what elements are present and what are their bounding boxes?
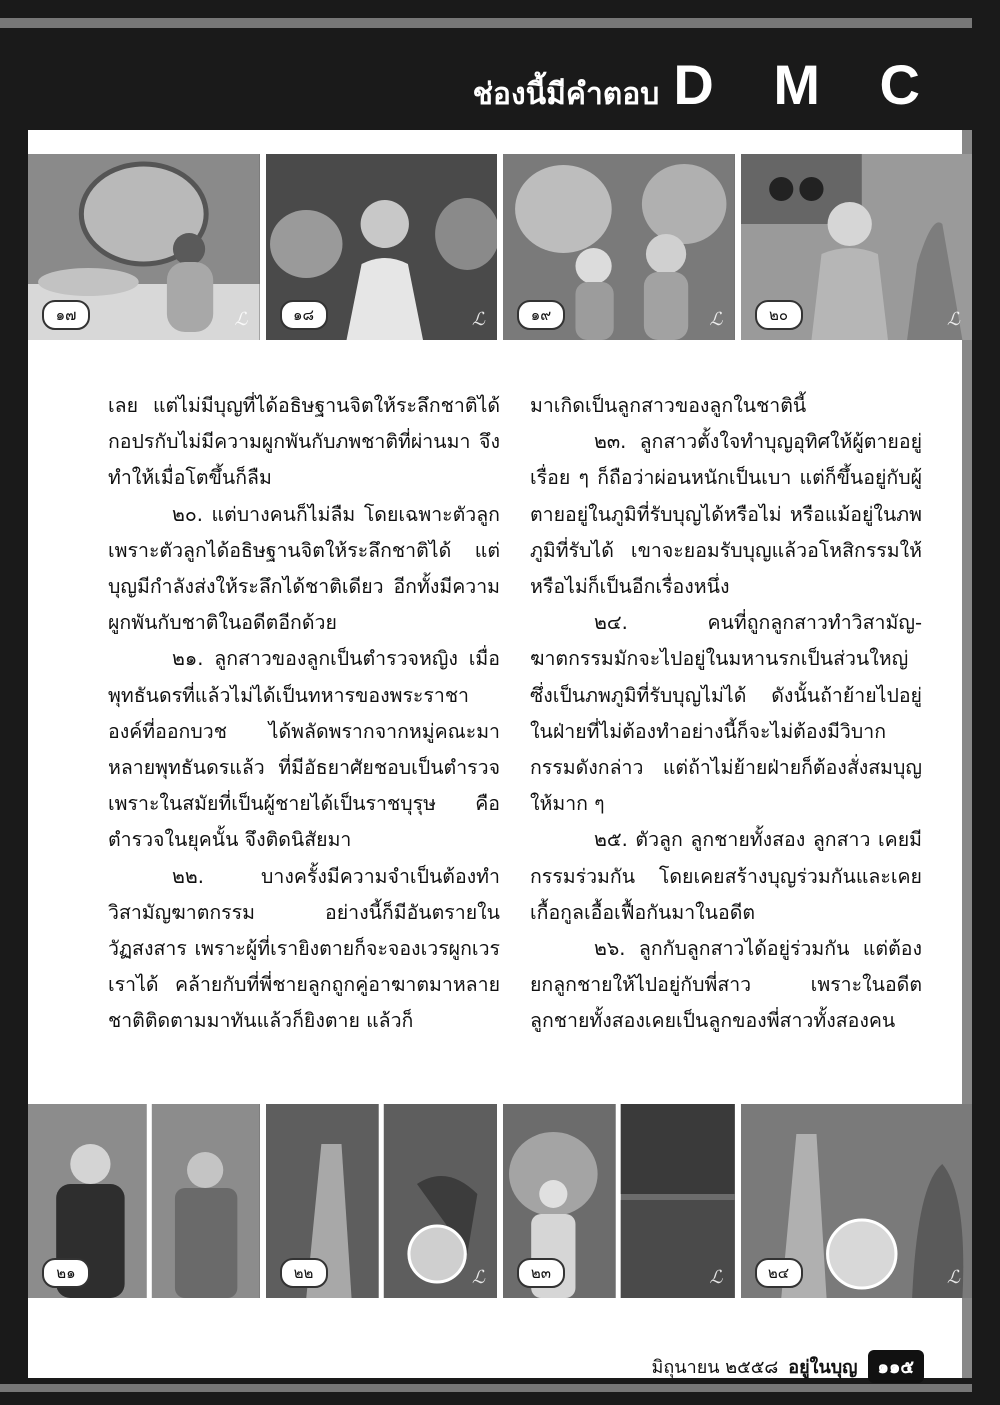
- paragraph: ๒๓. ลูกสาวตั้งใจทำบุญอุทิศให้ผู้ตายอยู่เรื่อย ๆ ก็ถือว่าผ่อนหนักเป็นเบา แต่ก็ขึ้นอยู่กับผู้ตายอยู่ในภูมิที่รับบุญได้หรือไม่ หรือแม้อยู่ในภพภูมิที่รับได้ เขาจะยอมรับบุญแล้วอโหสิกรรมให้หรือไม่ก็เป็นอีกเรื่องหนึ่ง: [530, 430, 922, 599]
- section-header: [473, 52, 942, 118]
- illustration-strip-bottom: [28, 1104, 972, 1298]
- article-column-right: [530, 388, 922, 1040]
- illustration-panel: [503, 1104, 735, 1298]
- panel-number: ๑๘: [280, 300, 328, 330]
- article-column-left: [108, 388, 500, 1040]
- panel-number: ๑๗: [42, 300, 90, 330]
- paragraph: ๒๖. ลูกกับลูกสาวได้อยู่ร่วมกัน แต่ต้องยกลูกชายให้ไปอยู่กับพี่สาว เพราะในอดีตลูกชายทั้งสองเคยเป็นลูกของพี่สาวทั้งสองคน: [530, 937, 922, 1033]
- artist-signature: ℒ: [947, 1267, 960, 1288]
- paragraph: เลย แต่ไม่มีบุญที่ได้อธิษฐานจิตให้ระลึกชาติได้ กอปรกับไม่มีความผูกพันกับภพชาติที่ผ่านมา จึงทำให้เมื่อโตขึ้นก็ลืม: [108, 394, 500, 490]
- issue-date: มิถุนายน ๒๕๕๘: [651, 1357, 779, 1378]
- illustration-panel: [741, 1104, 973, 1298]
- illustration-panel: [266, 154, 498, 340]
- illustration-panel: [266, 1104, 498, 1298]
- panel-number: ๒๐: [755, 300, 803, 330]
- artist-signature: ℒ: [234, 309, 248, 330]
- section-title-dmc: D M C: [673, 53, 942, 116]
- panel-number: ๒๔: [755, 1258, 803, 1288]
- bottom-border: [0, 1384, 972, 1392]
- artist-signature: ℒ: [709, 309, 723, 330]
- paragraph: มาเกิดเป็นลูกสาวของลูกในชาตินี้: [530, 394, 807, 417]
- paragraph: ๒๔. คนที่ถูกลูกสาวทำวิสามัญ-ฆาตกรรมมักจะไปอยู่ในมหานรกเป็นส่วนใหญ่ ซึ่งเป็นภพภูมิที่รับบุญไม่ได้ ดังนั้นถ้าย้ายไปอยู่ในฝ่ายที่ไม่ต้องทำอย่างนี้ก็จะไม่ต้องมีวิบากกรรมดังกล่าว แต่ถ้าไม่ย้ายฝ่ายก็ต้องสั่งสมบุญให้มาก ๆ: [530, 611, 922, 816]
- magazine-name: อยู่ในบุญ: [788, 1357, 858, 1378]
- page-number: ๑๑๕: [868, 1350, 924, 1383]
- page-footer: [652, 1350, 924, 1383]
- paragraph: ๒๑. ลูกสาวของลูกเป็นตำรวจหญิง เมื่อพุทธันดรที่แล้วไม่ได้เป็นทหารของพระราชาองค์ที่ออกบวช ได้พลัดพรากจากหมู่คณะมาหลายพุทธันดรแล้ว ที่มีอัธยาศัยชอบเป็นตำรวจ เพราะในสมัยที่เป็นผู้ชายได้เป็นราชบุรุษ คือตำรวจในยุคนั้น จึงติดนิสัยมา: [108, 647, 500, 852]
- paragraph: ๒๕. ตัวลูก ลูกชายทั้งสอง ลูกสาว เคยมีกรรมร่วมกัน โดยเคยสร้างบุญร่วมกันและเคยเกื้อกูลเอื้อเฟื้อกันมาในอดีต: [530, 828, 922, 924]
- illustration-strip-top: [28, 154, 972, 340]
- artist-signature: ℒ: [472, 1267, 485, 1288]
- artist-signature: ℒ: [709, 1267, 723, 1288]
- paragraph: ๒๒. บางครั้งมีความจำเป็นต้องทำวิสามัญฆาตกรรม อย่างนี้ก็มีอันตรายในวัฏสงสาร เพราะผู้ที่เรายิงตายก็จะจองเวรผูกเวรเราได้ คล้ายกับที่พี่ชายลูกถูกคู่อาฆาตมาหลายชาติติดตามมาทันแล้วก็ยิงตาย แล้วก็: [108, 864, 500, 1033]
- panel-number: ๒๑: [42, 1258, 90, 1288]
- paragraph: ๒๐. แต่บางคนก็ไม่ลืม โดยเฉพาะตัวลูก เพราะตัวลูกได้อธิษฐานจิตให้ระลึกชาติได้ แต่บุญมีกำลังส่งให้ระลึกได้ชาติเดียว อีกทั้งมีความผูกพันกับชาติในอดีตอีกด้วย: [108, 502, 500, 635]
- illustration-panel: [28, 1104, 260, 1298]
- artist-signature: ℒ: [472, 309, 485, 330]
- section-title-thai: ช่องนี้มีคำตอบ: [472, 77, 660, 112]
- illustration-panel: [28, 154, 260, 340]
- panel-number: ๒๒: [280, 1258, 328, 1288]
- illustration-panel: [503, 154, 735, 340]
- panel-number: ๑๙: [517, 300, 565, 330]
- illustration-panel: [741, 154, 973, 340]
- artist-signature: ℒ: [947, 309, 960, 330]
- panel-number: ๒๓: [517, 1258, 565, 1288]
- top-border: [0, 18, 972, 28]
